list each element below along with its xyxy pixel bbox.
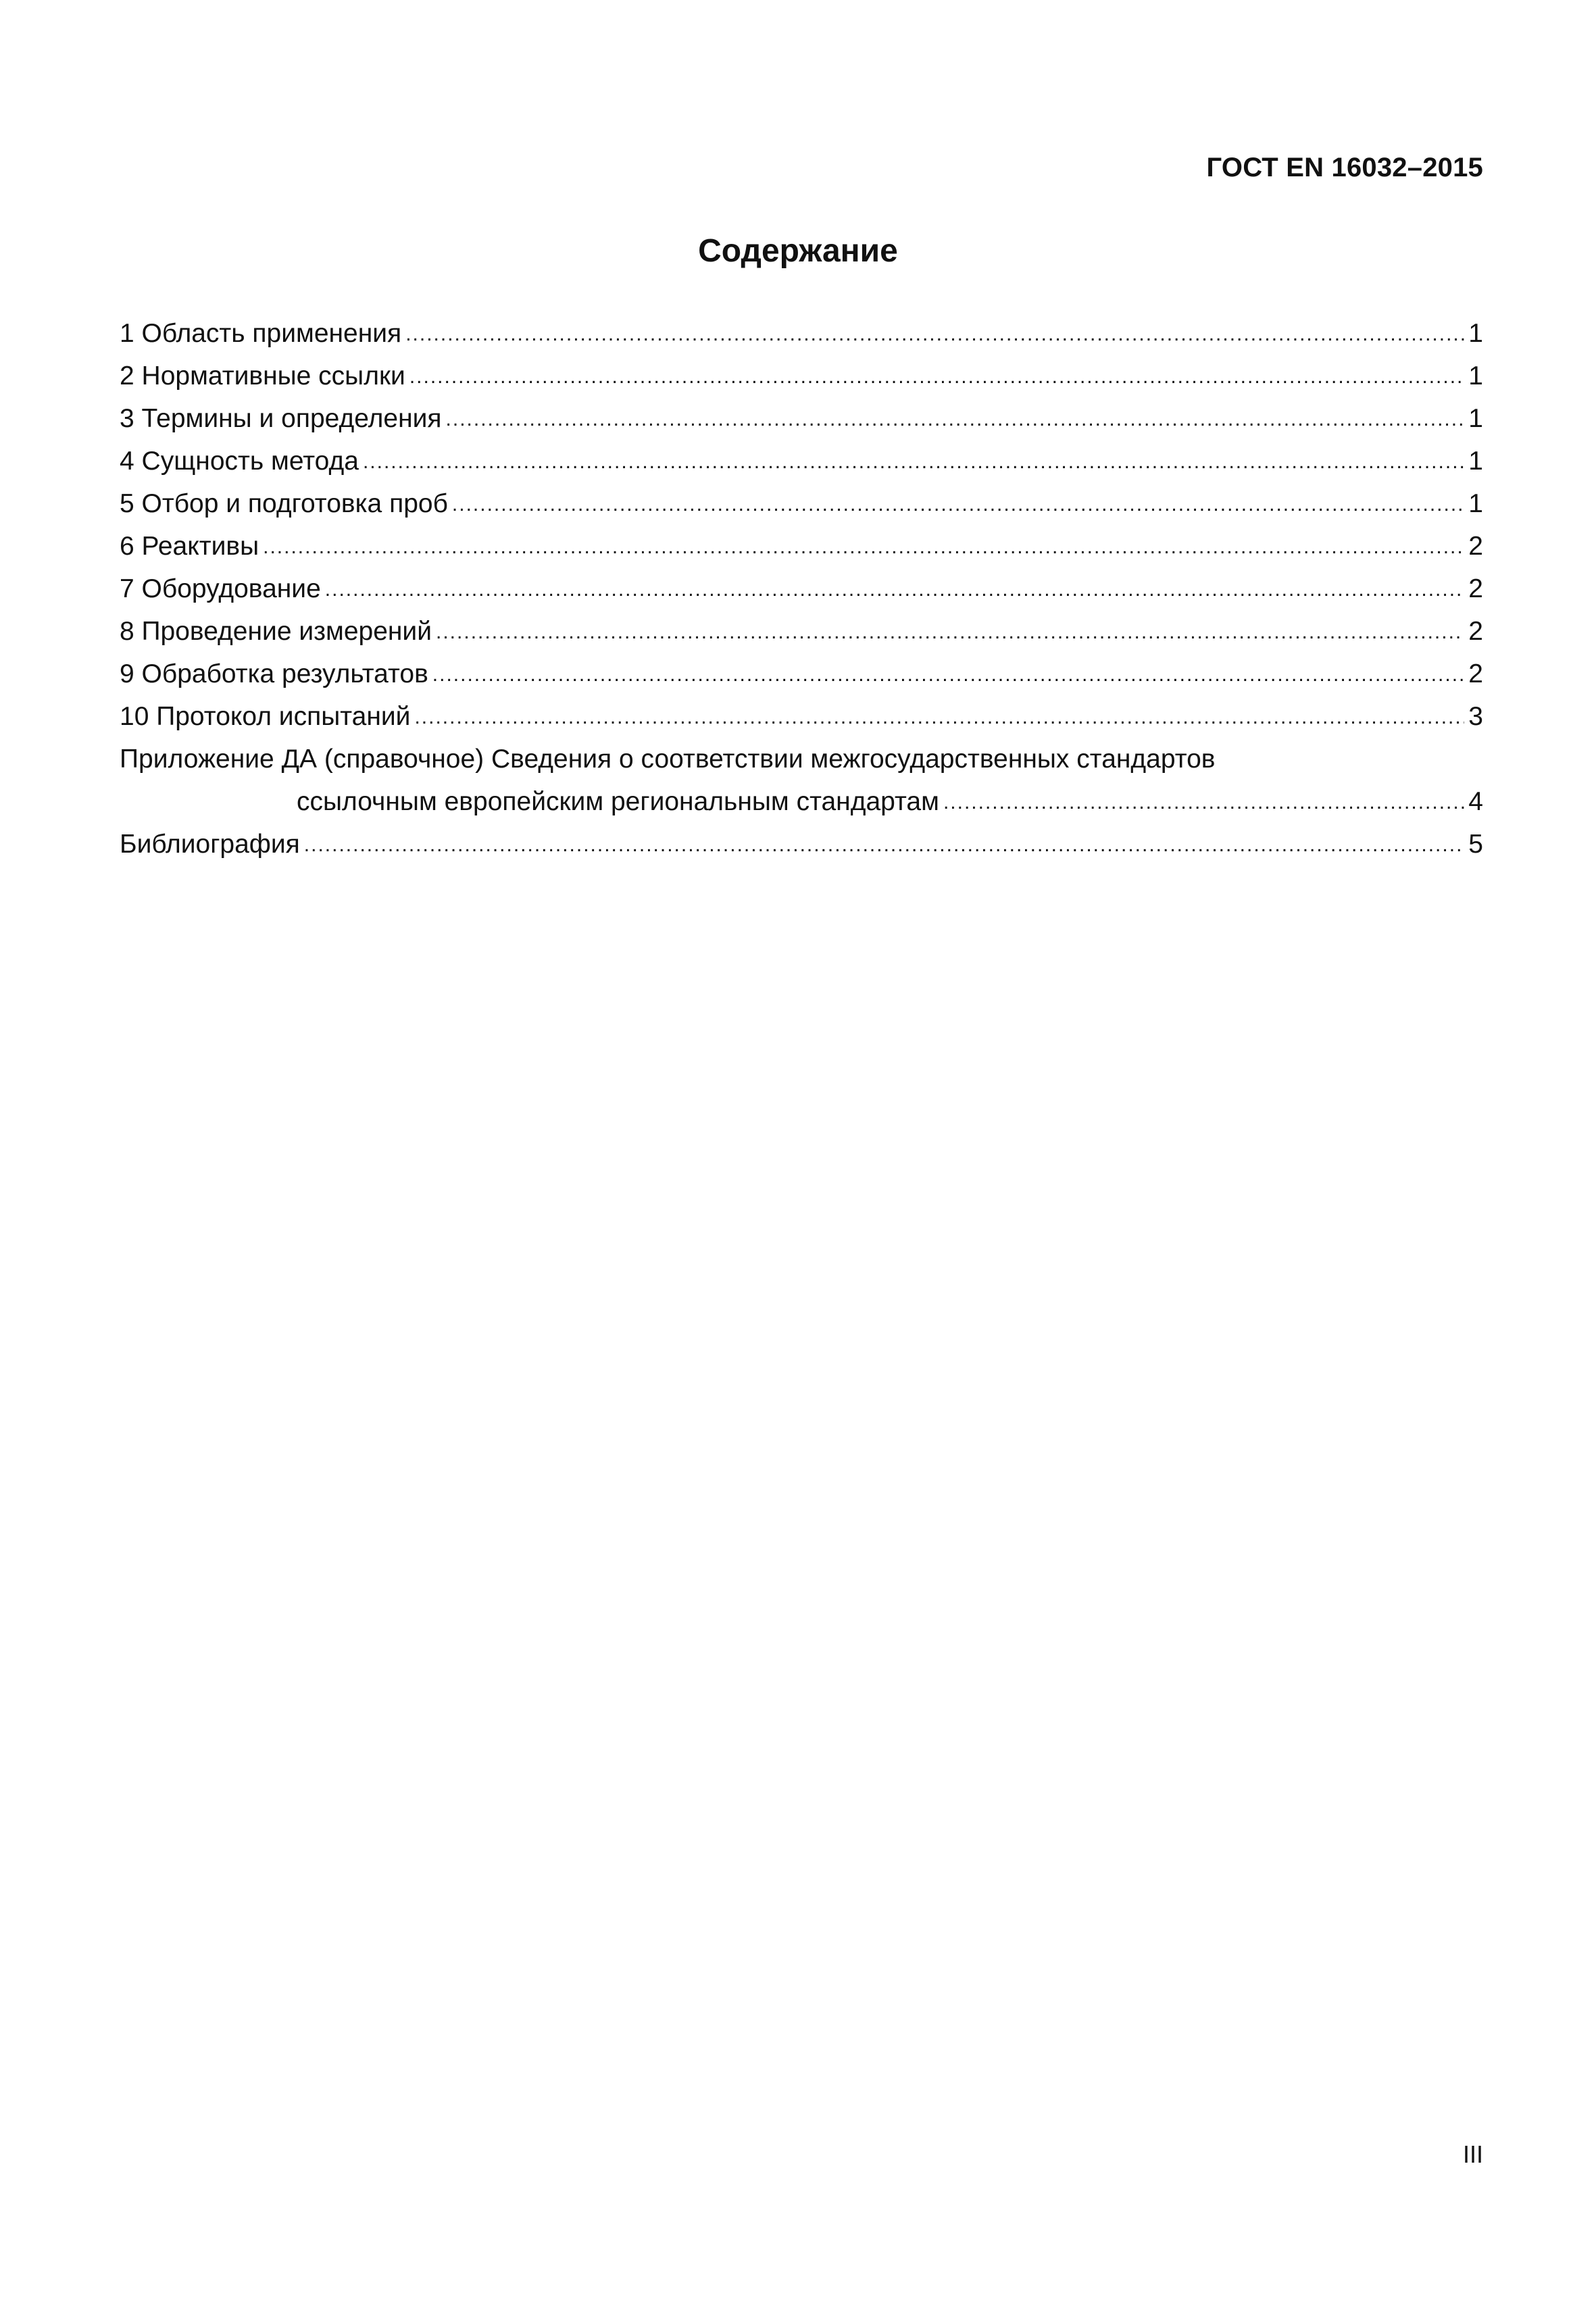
toc-item-page: 5: [1468, 830, 1483, 859]
toc-item-label: Библиография: [120, 830, 300, 859]
dot-leader: [363, 438, 1464, 483]
toc-item-page: 1: [1468, 447, 1483, 476]
toc-item-method-principle[interactable]: [120, 440, 1483, 482]
dot-leader: [409, 353, 1464, 398]
dot-leader: [446, 396, 1465, 441]
toc-item-terms-definitions[interactable]: [120, 397, 1483, 440]
dot-leader: [263, 524, 1464, 568]
toc-item-page: 1: [1468, 489, 1483, 518]
toc-item-label: 9 Обработка результатов: [120, 659, 428, 688]
toc-item-sampling[interactable]: [120, 482, 1483, 525]
dot-leader: [943, 779, 1464, 824]
dot-leader: [325, 566, 1465, 611]
toc-item-page: 1: [1468, 361, 1483, 391]
document-code: ГОСТ EN 16032–2015: [1206, 153, 1483, 182]
toc-item-label: 7 Оборудование: [120, 574, 321, 603]
dot-leader: [432, 651, 1465, 696]
toc-item-page: 2: [1468, 532, 1483, 561]
toc-item-label: 4 Сущность метода: [120, 447, 359, 476]
toc-item-page: 2: [1468, 617, 1483, 646]
toc-title: Содержание: [698, 233, 898, 269]
table-of-contents: [120, 312, 1483, 865]
dot-leader: [405, 311, 1464, 355]
toc-item-measurements[interactable]: [120, 610, 1483, 653]
toc-item-page: 1: [1468, 319, 1483, 348]
toc-item-test-report[interactable]: [120, 695, 1483, 738]
toc-item-label: 10 Протокол испытаний: [120, 702, 411, 731]
page-number: III: [1462, 2140, 1483, 2168]
toc-item-label: 6 Реактивы: [120, 532, 259, 561]
toc-item-reagents[interactable]: [120, 525, 1483, 568]
toc-item-page: 4: [1468, 787, 1483, 816]
toc-item-label: 1 Область применения: [120, 319, 402, 348]
toc-item-page: 3: [1468, 702, 1483, 731]
toc-item-scope[interactable]: [120, 312, 1483, 355]
toc-annex-line1: Приложение ДА (справочное) Сведения о соответствии межгосударственных стандартов: [120, 745, 1216, 774]
toc-item-results-processing[interactable]: [120, 653, 1483, 695]
toc-item-label: 2 Нормативные ссылки: [120, 361, 405, 391]
toc-item-page: 2: [1468, 574, 1483, 603]
toc-item-label: 5 Отбор и подготовка проб: [120, 489, 448, 518]
toc-item-normative-references[interactable]: [120, 355, 1483, 397]
dot-leader: [452, 481, 1464, 526]
dot-leader: [436, 609, 1464, 653]
toc-item-equipment[interactable]: [120, 568, 1483, 610]
toc-item-page: 2: [1468, 659, 1483, 688]
toc-item-bibliography[interactable]: [120, 823, 1483, 865]
dot-leader: [304, 822, 1465, 866]
toc-item-annex-da[interactable]: [120, 738, 1483, 823]
toc-item-label: 3 Термины и определения: [120, 404, 442, 433]
toc-item-page: 1: [1468, 404, 1483, 433]
dot-leader: [414, 694, 1464, 738]
toc-annex-line2: ссылочным европейским региональным стандартам: [297, 787, 939, 816]
toc-item-label: 8 Проведение измерений: [120, 617, 432, 646]
